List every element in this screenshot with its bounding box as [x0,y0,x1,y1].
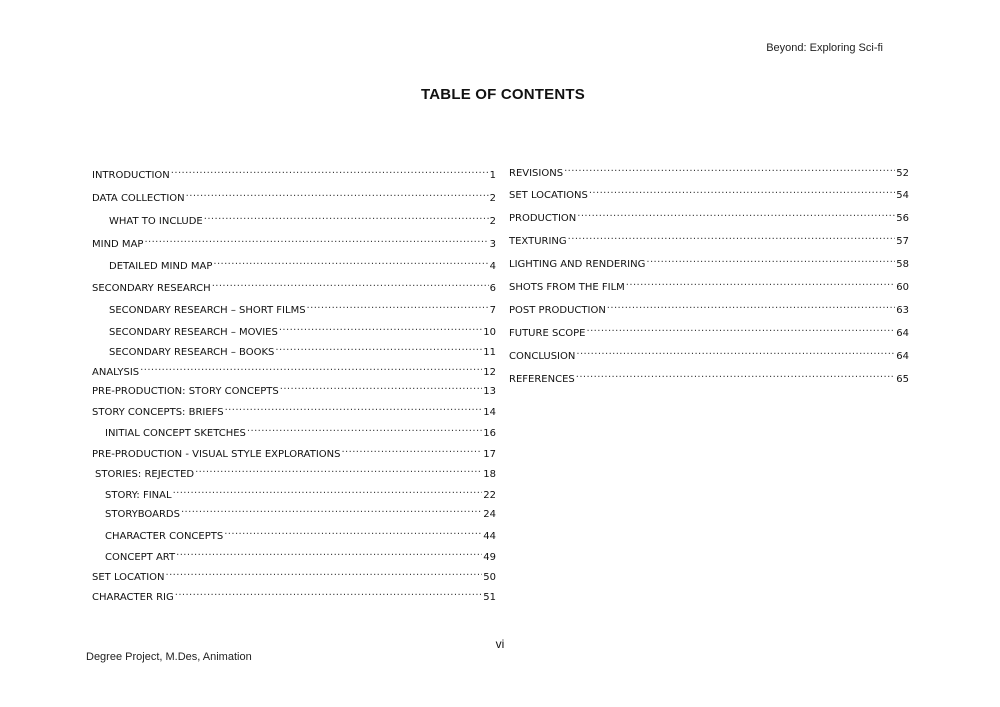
toc-entry-page: 24 [483,509,496,520]
toc-entry-page: 12 [483,367,496,378]
dot-leader [589,185,895,198]
toc-entry-page: 50 [483,572,496,583]
toc-entry [509,163,909,179]
toc-entry-page: 18 [483,469,496,480]
toc-entry-label: PRE-PRODUCTION: STORY CONCEPTS [92,386,279,397]
dot-leader [576,346,895,359]
toc-entry-page: 56 [896,213,909,224]
toc-entry-page: 2 [489,216,496,227]
toc-entry-page: 52 [896,168,909,179]
toc-entry-label: POST PRODUCTION [509,305,606,316]
toc-entry-label: PRE-PRODUCTION - VISUAL STYLE EXPLORATIONS [92,449,341,460]
toc-entry-label: SECONDARY RESEARCH [92,283,211,294]
toc-entry-label: SET LOCATIONS [509,190,588,201]
toc-entry-page: 2 [489,193,496,204]
dot-leader [626,277,895,290]
dot-leader [607,300,895,313]
toc-entry-page: 57 [896,236,909,247]
toc-entry [509,346,909,362]
toc-entry-page: 3 [489,239,496,250]
toc-entry-page: 49 [483,552,496,563]
toc-entry-page: 58 [896,259,909,270]
toc-entry-page: 1 [489,170,496,181]
toc-entry-page: 14 [483,407,496,418]
toc-entry [509,254,909,270]
toc-entry-label: MIND MAP [92,239,144,250]
toc-entry-label: SHOTS FROM THE FILM [509,282,625,293]
toc-entry-page: 22 [483,490,496,501]
toc-entry-page: 54 [896,190,909,201]
footer-note: Degree Project, M.Des, Animation [86,651,252,663]
toc-entry-page: 16 [483,428,496,439]
toc-entry [509,323,909,339]
toc-entry [509,231,909,247]
dot-leader [646,254,895,267]
running-header: Beyond: Exploring Sci-fi [766,42,883,54]
toc-entry-label: WHAT TO INCLUDE [109,216,203,227]
toc-entry-page: 4 [489,261,496,272]
toc-entry-page: 60 [896,282,909,293]
toc-entry-page: 17 [483,449,496,460]
toc-entry-label: SECONDARY RESEARCH – BOOKS [109,347,275,358]
toc-entry-page: 13 [483,386,496,397]
dot-leader [587,323,896,336]
toc-entry-label: SET LOCATION [92,572,165,583]
toc-entry [509,185,909,201]
toc-title: TABLE OF CONTENTS [421,86,585,103]
toc-entry [509,369,909,385]
toc-entry-label: STORIES: REJECTED [95,469,195,480]
toc-entry-label: LIGHTING AND RENDERING [509,259,646,270]
toc-entry-label: ANALYSIS [92,367,140,378]
toc-entry [509,300,909,316]
toc-entry-page: 6 [489,283,496,294]
toc-entry-label: REFERENCES [509,374,575,385]
toc-entry-label: INTRODUCTION [92,170,170,181]
toc-entry-label: STORY: FINAL [105,490,172,501]
toc-entry-label: SECONDARY RESEARCH – SHORT FILMS [109,305,306,316]
toc-entry [509,277,909,293]
toc-entry-label: CHARACTER CONCEPTS [105,531,224,542]
toc-entry [509,208,909,224]
dot-leader [577,208,895,221]
toc-entry-page: 64 [896,328,909,339]
toc-entry-label: CONCLUSION [509,351,576,362]
toc-entry-page: 44 [483,531,496,542]
toc-entry-page: 11 [483,347,496,358]
toc-entry-label: TEXTURING [509,236,567,247]
toc-entry-page: 7 [489,305,496,316]
toc-entry-page: 65 [896,374,909,385]
toc-entry-label: INITIAL CONCEPT SKETCHES [105,428,246,439]
toc-entry-label: DETAILED MIND MAP [109,261,213,272]
toc-entry-label: SECONDARY RESEARCH – MOVIES [109,327,278,338]
page-number: vi [495,637,505,651]
dot-leader [568,231,896,244]
toc-entry-label: FUTURE SCOPE [509,328,586,339]
toc-entry-page: 51 [483,592,496,603]
toc-entry-label: PRODUCTION [509,213,577,224]
toc-entry-page: 64 [896,351,909,362]
toc-entry-label: CHARACTER RIG [92,592,174,603]
dot-leader [564,163,895,176]
dot-leader [576,369,896,382]
toc-entry-page: 63 [896,305,909,316]
toc-entry-label: STORYBOARDS [105,509,180,520]
toc-entry-label: DATA COLLECTION [92,193,185,204]
toc-entry-label: STORY CONCEPTS: BRIEFS [92,407,224,418]
toc-entry-label: REVISIONS [509,168,564,179]
toc-entry-page: 10 [483,327,496,338]
toc-entry-label: CONCEPT ART [105,552,176,563]
